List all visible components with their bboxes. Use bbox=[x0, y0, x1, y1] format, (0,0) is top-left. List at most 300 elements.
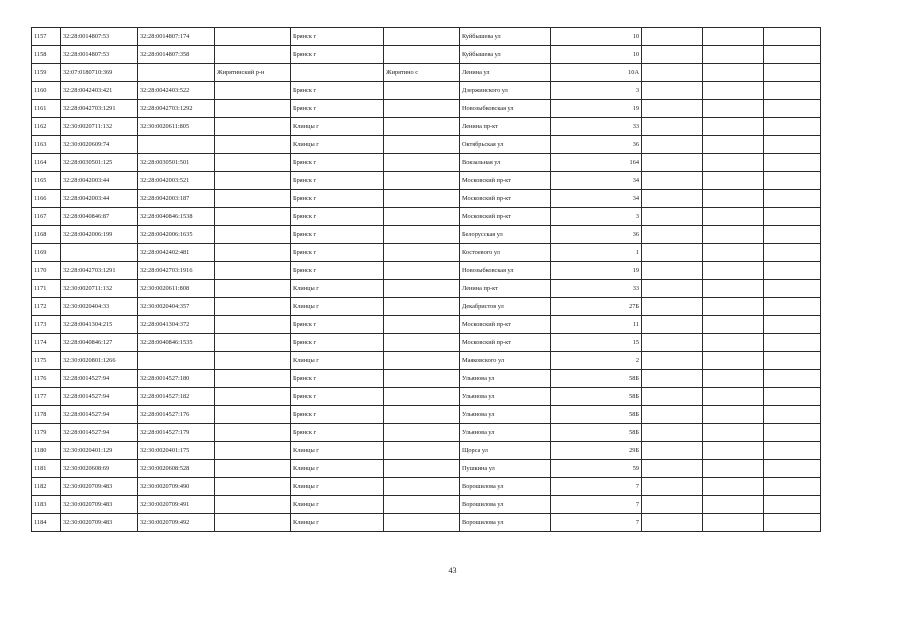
district-cell bbox=[215, 280, 291, 298]
settlement-cell bbox=[384, 496, 460, 514]
table-row bbox=[32, 208, 821, 226]
empty-cell bbox=[642, 190, 703, 208]
cadastral-number-cell: 32:30:0020709:483 bbox=[61, 496, 138, 514]
row-number-cell: 1169 bbox=[32, 244, 61, 262]
cadastral-number-cell: 32:30:0020608:69 bbox=[61, 460, 138, 478]
city-cell: Брянск г bbox=[291, 370, 384, 388]
city-cell: Брянск г bbox=[291, 100, 384, 118]
empty-cell bbox=[764, 208, 821, 226]
empty-cell bbox=[703, 424, 764, 442]
empty-cell bbox=[642, 154, 703, 172]
empty-cell bbox=[703, 334, 764, 352]
settlement-cell bbox=[384, 190, 460, 208]
street-cell: Вокзальная ул bbox=[460, 154, 551, 172]
street-cell: Ульянова ул bbox=[460, 370, 551, 388]
district-cell bbox=[215, 100, 291, 118]
table-row bbox=[32, 100, 821, 118]
row-number-cell: 1157 bbox=[32, 28, 61, 46]
empty-cell bbox=[764, 244, 821, 262]
street-cell: Московский пр-кт bbox=[460, 334, 551, 352]
city-cell: Клинцы г bbox=[291, 478, 384, 496]
row-number-cell: 1167 bbox=[32, 208, 61, 226]
cadastral-number-cell: 32:28:0030501:125 bbox=[61, 154, 138, 172]
empty-cell bbox=[703, 514, 764, 532]
empty-cell bbox=[703, 136, 764, 154]
house-number-cell: 58Б bbox=[551, 370, 642, 388]
row-number-cell: 1158 bbox=[32, 46, 61, 64]
premises-cadastral-number-cell: 32:28:0040846:1535 bbox=[138, 334, 215, 352]
empty-cell bbox=[642, 388, 703, 406]
premises-cadastral-number-cell: 32:28:0040846:1538 bbox=[138, 208, 215, 226]
street-cell: Московский пр-кт bbox=[460, 316, 551, 334]
row-number-cell: 1184 bbox=[32, 514, 61, 532]
premises-cadastral-number-cell bbox=[138, 136, 215, 154]
empty-cell bbox=[703, 442, 764, 460]
district-cell bbox=[215, 172, 291, 190]
row-number-cell: 1180 bbox=[32, 442, 61, 460]
city-cell: Брянск г bbox=[291, 334, 384, 352]
house-number-cell: 3 bbox=[551, 208, 642, 226]
settlement-cell bbox=[384, 28, 460, 46]
street-cell: Белорусская ул bbox=[460, 226, 551, 244]
empty-cell bbox=[642, 262, 703, 280]
empty-cell bbox=[642, 118, 703, 136]
empty-cell bbox=[764, 154, 821, 172]
house-number-cell: 34 bbox=[551, 172, 642, 190]
empty-cell bbox=[764, 190, 821, 208]
street-cell: Новозыбковская ул bbox=[460, 100, 551, 118]
empty-cell bbox=[703, 388, 764, 406]
table-row bbox=[32, 262, 821, 280]
empty-cell bbox=[764, 100, 821, 118]
table-row bbox=[32, 190, 821, 208]
house-number-cell: 164 bbox=[551, 154, 642, 172]
premises-cadastral-number-cell: 32:28:0042006:1635 bbox=[138, 226, 215, 244]
house-number-cell: 29Б bbox=[551, 442, 642, 460]
city-cell: Брянск г bbox=[291, 28, 384, 46]
street-cell: Декабристов ул bbox=[460, 298, 551, 316]
city-cell: Клинцы г bbox=[291, 442, 384, 460]
empty-cell bbox=[703, 100, 764, 118]
empty-cell bbox=[764, 370, 821, 388]
empty-cell bbox=[703, 352, 764, 370]
house-number-cell: 10А bbox=[551, 64, 642, 82]
street-cell: Ульянова ул bbox=[460, 388, 551, 406]
street-cell: Куйбышева ул bbox=[460, 46, 551, 64]
city-cell: Брянск г bbox=[291, 82, 384, 100]
table-row bbox=[32, 298, 821, 316]
empty-cell bbox=[764, 514, 821, 532]
premises-cadastral-number-cell: 32:28:0014807:174 bbox=[138, 28, 215, 46]
empty-cell bbox=[642, 424, 703, 442]
settlement-cell bbox=[384, 388, 460, 406]
city-cell: Клинцы г bbox=[291, 352, 384, 370]
empty-cell bbox=[642, 478, 703, 496]
row-number-cell: 1174 bbox=[32, 334, 61, 352]
house-number-cell: 36 bbox=[551, 136, 642, 154]
city-cell: Клинцы г bbox=[291, 460, 384, 478]
empty-cell bbox=[764, 64, 821, 82]
empty-cell bbox=[703, 262, 764, 280]
cadastral-number-cell: 32:28:0042006:199 bbox=[61, 226, 138, 244]
premises-cadastral-number-cell: 32:28:0014527:182 bbox=[138, 388, 215, 406]
premises-cadastral-number-cell: 32:30:0020404:357 bbox=[138, 298, 215, 316]
cadastral-number-cell: 32:30:0020709:483 bbox=[61, 514, 138, 532]
cadastral-number-cell: 32:30:0020401:129 bbox=[61, 442, 138, 460]
table-row bbox=[32, 154, 821, 172]
table-row bbox=[32, 334, 821, 352]
empty-cell bbox=[764, 262, 821, 280]
house-number-cell: 59 bbox=[551, 460, 642, 478]
city-cell: Брянск г bbox=[291, 226, 384, 244]
cadastral-number-cell: 32:28:0014527:94 bbox=[61, 424, 138, 442]
settlement-cell bbox=[384, 118, 460, 136]
row-number-cell: 1166 bbox=[32, 190, 61, 208]
empty-cell bbox=[642, 64, 703, 82]
district-cell bbox=[215, 244, 291, 262]
empty-cell bbox=[642, 136, 703, 154]
cadastral-number-cell: 32:07:0180710:369 bbox=[61, 64, 138, 82]
settlement-cell bbox=[384, 136, 460, 154]
row-number-cell: 1161 bbox=[32, 100, 61, 118]
row-number-cell: 1179 bbox=[32, 424, 61, 442]
city-cell: Брянск г bbox=[291, 262, 384, 280]
premises-cadastral-number-cell: 32:28:0014527:179 bbox=[138, 424, 215, 442]
row-number-cell: 1178 bbox=[32, 406, 61, 424]
cadastral-number-cell: 32:28:0042403:421 bbox=[61, 82, 138, 100]
house-number-cell: 34 bbox=[551, 190, 642, 208]
empty-cell bbox=[764, 226, 821, 244]
premises-cadastral-number-cell: 32:28:0030501:501 bbox=[138, 154, 215, 172]
city-cell: Брянск г bbox=[291, 154, 384, 172]
city-cell: Брянск г bbox=[291, 406, 384, 424]
premises-cadastral-number-cell: 32:30:0020709:492 bbox=[138, 514, 215, 532]
table-row bbox=[32, 172, 821, 190]
empty-cell bbox=[764, 352, 821, 370]
row-number-cell: 1173 bbox=[32, 316, 61, 334]
district-cell bbox=[215, 154, 291, 172]
district-cell bbox=[215, 190, 291, 208]
empty-cell bbox=[642, 208, 703, 226]
house-number-cell: 36 bbox=[551, 226, 642, 244]
house-number-cell: 27Б bbox=[551, 298, 642, 316]
premises-cadastral-number-cell: 32:30:0020611:808 bbox=[138, 280, 215, 298]
district-cell bbox=[215, 370, 291, 388]
empty-cell bbox=[703, 46, 764, 64]
street-cell: Маяковского ул bbox=[460, 352, 551, 370]
cadastral-number-cell: 32:30:0020709:483 bbox=[61, 478, 138, 496]
street-cell: Дзержинского ул bbox=[460, 82, 551, 100]
table-row bbox=[32, 352, 821, 370]
empty-cell bbox=[642, 280, 703, 298]
table-row bbox=[32, 280, 821, 298]
cadastral-number-cell: 32:28:0042003:44 bbox=[61, 190, 138, 208]
row-number-cell: 1165 bbox=[32, 172, 61, 190]
district-cell: Жирятинский р-н bbox=[215, 64, 291, 82]
premises-cadastral-number-cell: 32:30:0020709:490 bbox=[138, 478, 215, 496]
house-number-cell: 58Б bbox=[551, 388, 642, 406]
empty-cell bbox=[642, 352, 703, 370]
empty-cell bbox=[703, 478, 764, 496]
city-cell: Клинцы г bbox=[291, 118, 384, 136]
city-cell: Клинцы г bbox=[291, 280, 384, 298]
row-number-cell: 1160 bbox=[32, 82, 61, 100]
empty-cell bbox=[764, 118, 821, 136]
house-number-cell: 58Б bbox=[551, 406, 642, 424]
row-number-cell: 1181 bbox=[32, 460, 61, 478]
house-number-cell: 19 bbox=[551, 100, 642, 118]
cadastral-number-cell: 32:30:0020609:74 bbox=[61, 136, 138, 154]
empty-cell bbox=[703, 370, 764, 388]
empty-cell bbox=[764, 442, 821, 460]
cadastral-number-cell: 32:30:0020711:132 bbox=[61, 280, 138, 298]
district-cell bbox=[215, 136, 291, 154]
table-row bbox=[32, 478, 821, 496]
row-number-cell: 1172 bbox=[32, 298, 61, 316]
city-cell: Брянск г bbox=[291, 316, 384, 334]
empty-cell bbox=[703, 280, 764, 298]
cadastral-number-cell: 32:28:0041304:215 bbox=[61, 316, 138, 334]
premises-cadastral-number-cell: 32:30:0020611:805 bbox=[138, 118, 215, 136]
street-cell: Куйбышева ул bbox=[460, 28, 551, 46]
row-number-cell: 1159 bbox=[32, 64, 61, 82]
settlement-cell bbox=[384, 370, 460, 388]
street-cell: Новозыбковская ул bbox=[460, 262, 551, 280]
empty-cell bbox=[703, 496, 764, 514]
empty-cell bbox=[764, 478, 821, 496]
premises-cadastral-number-cell bbox=[138, 64, 215, 82]
empty-cell bbox=[642, 496, 703, 514]
settlement-cell bbox=[384, 460, 460, 478]
street-cell: Ульянова ул bbox=[460, 406, 551, 424]
empty-cell bbox=[764, 298, 821, 316]
empty-cell bbox=[703, 118, 764, 136]
premises-cadastral-number-cell: 32:28:0014527:180 bbox=[138, 370, 215, 388]
premises-cadastral-number-cell: 32:28:0042703:1916 bbox=[138, 262, 215, 280]
empty-cell bbox=[764, 406, 821, 424]
cadastral-number-cell: 32:28:0042703:1291 bbox=[61, 262, 138, 280]
empty-cell bbox=[703, 226, 764, 244]
city-cell: Брянск г bbox=[291, 388, 384, 406]
premises-cadastral-number-cell: 32:28:0042402:481 bbox=[138, 244, 215, 262]
cadastral-number-cell: 32:28:0040846:87 bbox=[61, 208, 138, 226]
table-row bbox=[32, 496, 821, 514]
cadastral-number-cell: 32:28:0014527:94 bbox=[61, 370, 138, 388]
table-row bbox=[32, 424, 821, 442]
table-row bbox=[32, 82, 821, 100]
table-row bbox=[32, 226, 821, 244]
district-cell bbox=[215, 352, 291, 370]
row-number-cell: 1182 bbox=[32, 478, 61, 496]
street-cell: Щорса ул bbox=[460, 442, 551, 460]
premises-cadastral-number-cell: 32:28:0042003:187 bbox=[138, 190, 215, 208]
empty-cell bbox=[764, 46, 821, 64]
district-cell bbox=[215, 478, 291, 496]
street-cell: Ворошилова ул bbox=[460, 514, 551, 532]
cadastral-number-cell: 32:28:0014807:53 bbox=[61, 46, 138, 64]
settlement-cell bbox=[384, 154, 460, 172]
page-number: 43 bbox=[448, 566, 457, 575]
empty-cell bbox=[764, 136, 821, 154]
street-cell: Ульянова ул bbox=[460, 424, 551, 442]
premises-cadastral-number-cell: 32:30:0020608:528 bbox=[138, 460, 215, 478]
empty-cell bbox=[764, 334, 821, 352]
empty-cell bbox=[764, 82, 821, 100]
table-row bbox=[32, 118, 821, 136]
premises-cadastral-number-cell: 32:28:0042403:522 bbox=[138, 82, 215, 100]
row-number-cell: 1162 bbox=[32, 118, 61, 136]
settlement-cell bbox=[384, 424, 460, 442]
settlement-cell bbox=[384, 406, 460, 424]
empty-cell bbox=[642, 100, 703, 118]
city-cell: Клинцы г bbox=[291, 496, 384, 514]
premises-cadastral-number-cell: 32:28:0041304:372 bbox=[138, 316, 215, 334]
table-row bbox=[32, 64, 821, 82]
premises-cadastral-number-cell: 32:28:0042703:1292 bbox=[138, 100, 215, 118]
premises-cadastral-number-cell: 32:28:0042003:521 bbox=[138, 172, 215, 190]
district-cell bbox=[215, 442, 291, 460]
empty-cell bbox=[703, 316, 764, 334]
row-number-cell: 1163 bbox=[32, 136, 61, 154]
premises-cadastral-number-cell: 32:30:0020401:175 bbox=[138, 442, 215, 460]
city-cell: Брянск г bbox=[291, 424, 384, 442]
table-row bbox=[32, 370, 821, 388]
settlement-cell bbox=[384, 298, 460, 316]
empty-cell bbox=[703, 172, 764, 190]
district-cell bbox=[215, 496, 291, 514]
empty-cell bbox=[642, 316, 703, 334]
district-cell bbox=[215, 334, 291, 352]
table-row bbox=[32, 136, 821, 154]
house-number-cell: 15 bbox=[551, 334, 642, 352]
cadastral-number-cell: 32:28:0042703:1291 bbox=[61, 100, 138, 118]
district-cell bbox=[215, 388, 291, 406]
house-number-cell: 7 bbox=[551, 496, 642, 514]
street-cell: Костоевого ул bbox=[460, 244, 551, 262]
row-number-cell: 1170 bbox=[32, 262, 61, 280]
house-number-cell: 33 bbox=[551, 280, 642, 298]
cadastral-number-cell bbox=[61, 244, 138, 262]
empty-cell bbox=[703, 82, 764, 100]
street-cell: Ленина пр-кт bbox=[460, 118, 551, 136]
premises-cadastral-number-cell: 32:28:0014807:358 bbox=[138, 46, 215, 64]
table-row bbox=[32, 316, 821, 334]
district-cell bbox=[215, 46, 291, 64]
empty-cell bbox=[764, 388, 821, 406]
settlement-cell bbox=[384, 100, 460, 118]
street-cell: Ленина пр-кт bbox=[460, 280, 551, 298]
cadastral-number-cell: 32:28:0014527:94 bbox=[61, 388, 138, 406]
premises-cadastral-number-cell: 32:30:0020709:491 bbox=[138, 496, 215, 514]
street-cell: Пушкина ул bbox=[460, 460, 551, 478]
district-cell bbox=[215, 514, 291, 532]
district-cell bbox=[215, 28, 291, 46]
city-cell: Брянск г bbox=[291, 208, 384, 226]
table-row bbox=[32, 388, 821, 406]
street-cell: Московский пр-кт bbox=[460, 172, 551, 190]
row-number-cell: 1164 bbox=[32, 154, 61, 172]
cadastral-number-cell: 32:28:0042003:44 bbox=[61, 172, 138, 190]
cadastral-number-cell: 32:30:0020404:33 bbox=[61, 298, 138, 316]
house-number-cell: 19 bbox=[551, 262, 642, 280]
street-cell: Ворошилова ул bbox=[460, 496, 551, 514]
settlement-cell bbox=[384, 280, 460, 298]
house-number-cell: 11 bbox=[551, 316, 642, 334]
table-row bbox=[32, 406, 821, 424]
district-cell bbox=[215, 208, 291, 226]
empty-cell bbox=[703, 244, 764, 262]
district-cell bbox=[215, 424, 291, 442]
settlement-cell bbox=[384, 172, 460, 190]
empty-cell bbox=[764, 424, 821, 442]
row-number-cell: 1175 bbox=[32, 352, 61, 370]
house-number-cell: 10 bbox=[551, 46, 642, 64]
district-cell bbox=[215, 316, 291, 334]
empty-cell bbox=[703, 460, 764, 478]
empty-cell bbox=[703, 208, 764, 226]
empty-cell bbox=[703, 190, 764, 208]
table-row bbox=[32, 244, 821, 262]
street-cell: Ворошилова ул bbox=[460, 478, 551, 496]
city-cell: Брянск г bbox=[291, 190, 384, 208]
district-cell bbox=[215, 226, 291, 244]
settlement-cell bbox=[384, 514, 460, 532]
registry-table bbox=[31, 27, 821, 532]
house-number-cell: 2 bbox=[551, 352, 642, 370]
city-cell bbox=[291, 64, 384, 82]
empty-cell bbox=[642, 226, 703, 244]
row-number-cell: 1171 bbox=[32, 280, 61, 298]
settlement-cell bbox=[384, 82, 460, 100]
empty-cell bbox=[642, 334, 703, 352]
district-cell bbox=[215, 118, 291, 136]
empty-cell bbox=[764, 28, 821, 46]
street-cell: Московский пр-кт bbox=[460, 190, 551, 208]
empty-cell bbox=[642, 460, 703, 478]
city-cell: Клинцы г bbox=[291, 514, 384, 532]
settlement-cell bbox=[384, 226, 460, 244]
empty-cell bbox=[642, 514, 703, 532]
empty-cell bbox=[764, 316, 821, 334]
settlement-cell bbox=[384, 46, 460, 64]
street-cell: Октябрьская ул bbox=[460, 136, 551, 154]
empty-cell bbox=[642, 82, 703, 100]
street-cell: Ленина ул bbox=[460, 64, 551, 82]
settlement-cell bbox=[384, 208, 460, 226]
house-number-cell: 7 bbox=[551, 514, 642, 532]
cadastral-number-cell: 32:30:0020711:132 bbox=[61, 118, 138, 136]
settlement-cell bbox=[384, 316, 460, 334]
empty-cell bbox=[642, 172, 703, 190]
empty-cell bbox=[703, 406, 764, 424]
table-row bbox=[32, 46, 821, 64]
registry-body bbox=[32, 28, 821, 532]
empty-cell bbox=[764, 280, 821, 298]
cadastral-number-cell: 32:30:0020801:1266 bbox=[61, 352, 138, 370]
district-cell bbox=[215, 298, 291, 316]
table-row bbox=[32, 442, 821, 460]
street-cell: Московский пр-кт bbox=[460, 208, 551, 226]
settlement-cell bbox=[384, 262, 460, 280]
house-number-cell: 10 bbox=[551, 28, 642, 46]
empty-cell bbox=[642, 28, 703, 46]
empty-cell bbox=[703, 64, 764, 82]
empty-cell bbox=[764, 460, 821, 478]
house-number-cell: 33 bbox=[551, 118, 642, 136]
empty-cell bbox=[642, 370, 703, 388]
empty-cell bbox=[703, 154, 764, 172]
cadastral-number-cell: 32:28:0040846:127 bbox=[61, 334, 138, 352]
